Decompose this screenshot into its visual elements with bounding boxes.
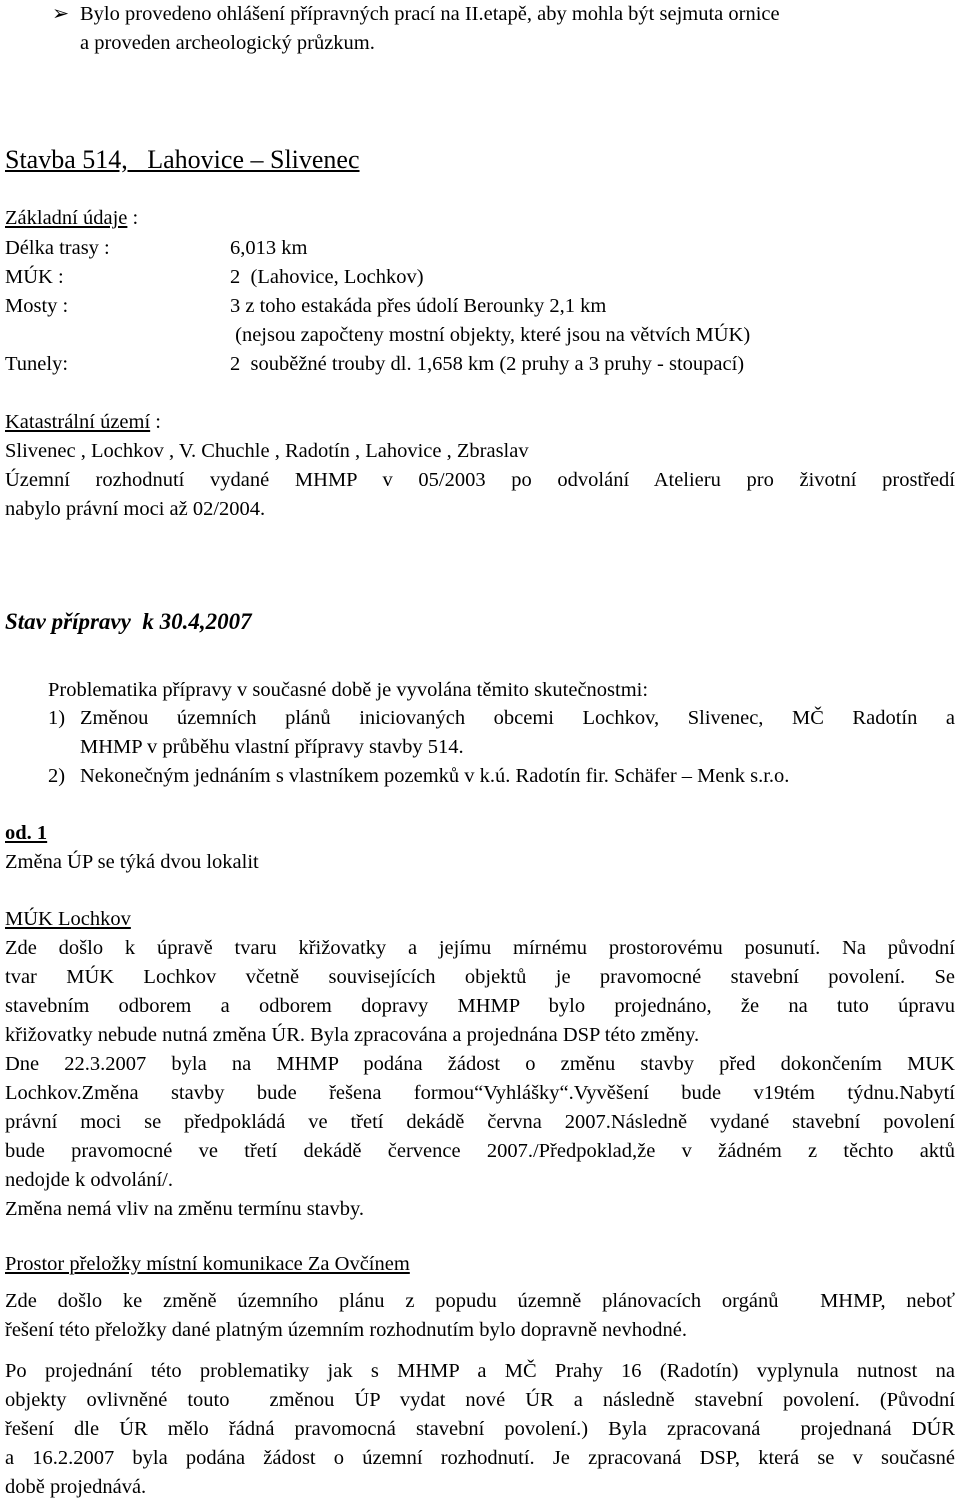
basic-data-title: Základní údaje [5, 207, 128, 229]
list-item-line: Změnou územních plánů iniciovaných obcemi Lochkov, Slivenec, MČ Radotín a [80, 707, 955, 729]
paragraph-line: Změna nemá vliv na změnu termínu stavby. [5, 1198, 365, 1220]
paragraph-line: Dne 22.3.2007 byla na MHMP podána žádost o změnu stavby před dokončením MUK [5, 1053, 955, 1075]
paragraph-line: objekty ovlivněné touto změnou ÚP vydat nové ÚR a následně stavební povolení. (Původní [5, 1389, 955, 1411]
basic-data-row [5, 263, 960, 292]
basic-data-value: 2 souběžné trouby dl. 1,658 km (2 pruhy a 3 pruhy - stoupací) [230, 353, 745, 375]
basic-data-row [5, 321, 960, 350]
basic-data-value: (nejsou započteny mostní objekty, které jsou na větvích MÚK) [230, 324, 751, 346]
paragraph-line: době projednává. [5, 1476, 147, 1498]
relocation-title: Prostor přeložky místní komunikace Za Ovčínem [5, 1253, 410, 1275]
paragraph-line: stavebním odborem a odborem dopravy MHMP bylo projednáno, že na tuto úpravu [5, 995, 955, 1017]
paragraph-line: bude pravomocné ve třetí dekádě července 2007./Předpoklad,že v žádném z těchto aktů [5, 1140, 955, 1162]
muk-lochkov-paragraph [5, 934, 955, 1224]
relocation-paragraph [5, 1287, 955, 1345]
basic-data-row [5, 350, 960, 379]
basic-data-title-suffix: : [127, 207, 139, 229]
paragraph-line: Zde došlo k úpravě tvaru křižovatky a jejímu mírnému prostorovému posunutí. Na původní [5, 937, 955, 959]
stavba-heading: Stavba 514, Lahovice – Slivenec [5, 145, 360, 174]
paragraph-line: řešení této přeložky dané platným územním rozhodnutím bylo dopravně nevhodné. [5, 1319, 688, 1341]
relocation-paragraph [5, 1357, 955, 1502]
paragraph-line: tvar MÚK Lochkov včetně souvisejících objektů je pravomocné stavební povolení. Se [5, 966, 955, 988]
basic-data-row [5, 292, 960, 321]
cadastral-list: Slivenec , Lochkov , V. Chuchle , Radotín , Lahovice , Zbraslav [5, 440, 529, 462]
cadastral-title: Katastrální území [5, 411, 151, 433]
basic-data-value: 2 (Lahovice, Lochkov) [230, 266, 424, 288]
paragraph-line: Lochkov.Změna stavby bude řešena formou“Vyhlášky“.Vyvěšení bude v19tém týdnu.Nabytí [5, 1082, 955, 1104]
paragraph-line: nedojde k odvolání/. [5, 1169, 173, 1191]
basic-data-heading [5, 204, 138, 233]
list-item-line: MHMP v průběhu vlastní přípravy stavby 514. [80, 736, 464, 758]
intro-bullet-line: Bylo provedeno ohlášení přípravných prací na II.etapě, aby mohla být sejmuta ornice [80, 3, 780, 25]
cadastral-title-suffix: : [150, 411, 161, 433]
section-subtitle: Změna ÚP se týká dvou lokalit [5, 851, 259, 873]
status-heading: Stav přípravy k 30.4,2007 [5, 609, 252, 634]
list-item-number: 2) [48, 765, 66, 787]
bullet-icon: ➢ [52, 3, 70, 25]
paragraph-line: křižovatky nebude nutná změna ÚR. Byla zpracována a projednána DSP této změny. [5, 1024, 700, 1046]
intro-bullet-line: a proveden archeologický průzkum. [80, 32, 375, 54]
basic-data-label: Tunely: [5, 353, 69, 375]
decision-line: Územní rozhodnutí vydané MHMP v 05/2003 po odvolání Atelieru pro životní prostředí [5, 469, 955, 491]
basic-data-value: 3 z toho estakáda přes údolí Berounky 2,1 km [230, 295, 607, 317]
basic-data-label: MÚK : [5, 266, 64, 288]
paragraph-line: Po projednání této problematiky jak s MHMP a MČ Prahy 16 (Radotín) vyplynula nutnost na [5, 1360, 955, 1382]
list-item-line: Nekonečným jednáním s vlastníkem pozemků v k.ú. Radotín fir. Schäfer – Menk s.r.o. [80, 765, 790, 787]
basic-data-label: Délka trasy : [5, 237, 110, 259]
basic-data-row [5, 234, 960, 263]
paragraph-line: Zde došlo ke změně územního plánu z popudu územně plánovacích orgánů MHMP, neboť [5, 1290, 955, 1312]
muk-lochkov-title: MÚK Lochkov [5, 908, 131, 930]
basic-data-value: 6,013 km [230, 237, 308, 259]
section-title: od. 1 [5, 822, 48, 844]
cadastral-heading [5, 408, 161, 437]
list-item-number: 1) [48, 707, 66, 729]
paragraph-line: právní moci se předpokládá ve třetí dekádě června 2007.Následně vydané stavební povolení [5, 1111, 955, 1133]
basic-data-label: Mosty : [5, 295, 69, 317]
paragraph-line: a 16.2.2007 byla podána žádost o územní rozhodnutí. Je zpracovaná DSP, která se v současné [5, 1447, 955, 1469]
decision-line: nabylo právní moci až 02/2004. [5, 498, 266, 520]
problem-intro: Problematika přípravy v současné době je vyvolána těmito skutečnostmi: [48, 679, 649, 701]
paragraph-line: řešení dle ÚR mělo řádná pravomocná stavební povolení.) Byla zpracovaná projednaná DÚR [5, 1418, 955, 1440]
